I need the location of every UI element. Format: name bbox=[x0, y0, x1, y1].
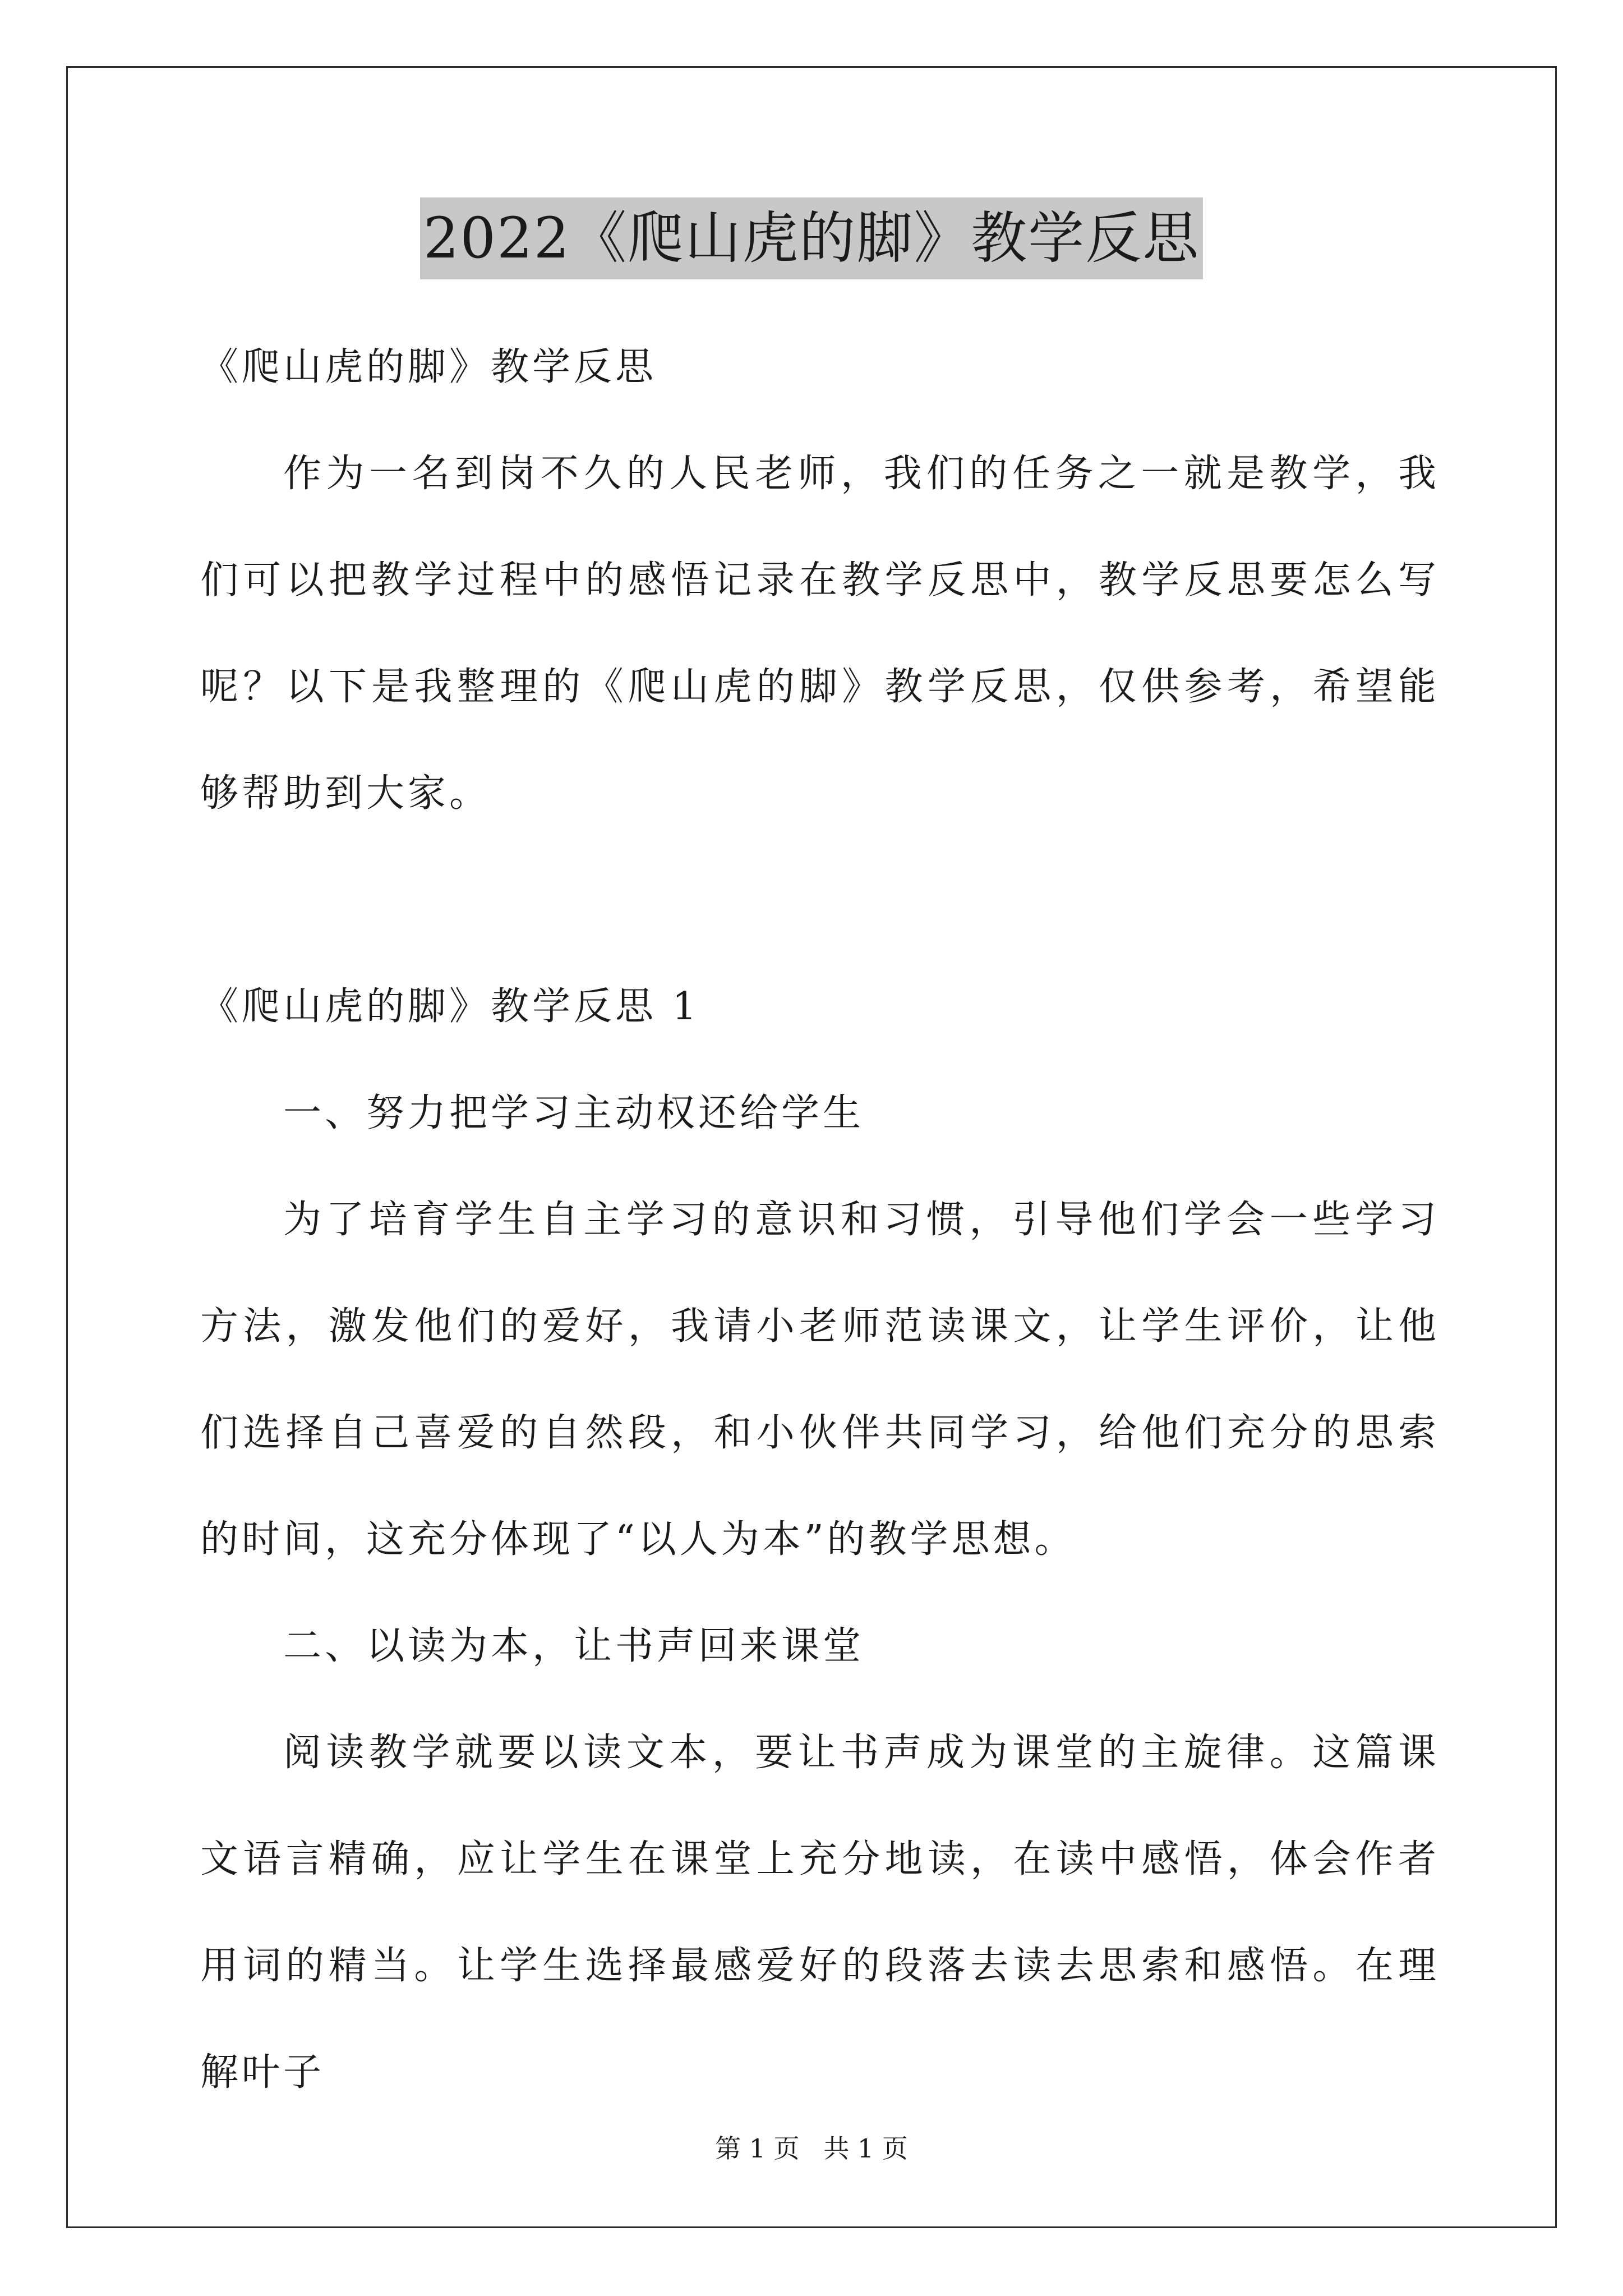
page-number: 第 1 页 bbox=[715, 2133, 800, 2164]
page-footer bbox=[0, 2132, 1623, 2165]
page-total: 共 1 页 bbox=[823, 2133, 908, 2164]
document-title: 2022《爬山虎的脚》教学反思 bbox=[420, 197, 1204, 279]
title-container bbox=[0, 197, 1623, 279]
point-1-paragraph: 为了培育学生自主学习的意识和习惯，引导他们学会一些学习方法，激发他们的爱好，我请小老师范读课文，让学生评价，让他们选择自己喜爱的自然段，和小伙伴共同学习，给他们充分的思索的时间，这充分体现了“以人为本”的教学思想。 bbox=[200, 1198, 1440, 1562]
section-heading: 《爬山虎的脚》教学反思 1 bbox=[200, 984, 700, 1029]
paragraph-gap bbox=[200, 847, 1440, 954]
document-body bbox=[200, 314, 1440, 2126]
intro-paragraph: 作为一名到岗不久的人民老师，我们的任务之一就是教学，我们可以把教学过程中的感悟记录在教学反思中，教学反思要怎么写呢？以下是我整理的《爬山虎的脚》教学反思，仅供参考，希望能够帮助到大家。 bbox=[200, 452, 1440, 816]
subtitle: 《爬山虎的脚》教学反思 bbox=[200, 345, 657, 389]
point-2-paragraph: 阅读教学就要以读文本，要让书声成为课堂的主旋律。这篇课文语言精确，应让学生在课堂上充分地读，在读中感悟，体会作者用词的精当。让学生选择最感爱好的段落去读去思索和感悟。在理解叶子 bbox=[200, 1731, 1440, 2095]
point-1-heading: 一、努力把学习主动权还给学生 bbox=[283, 1091, 865, 1135]
point-2-heading: 二、以读为本，让书声回来课堂 bbox=[283, 1624, 865, 1668]
